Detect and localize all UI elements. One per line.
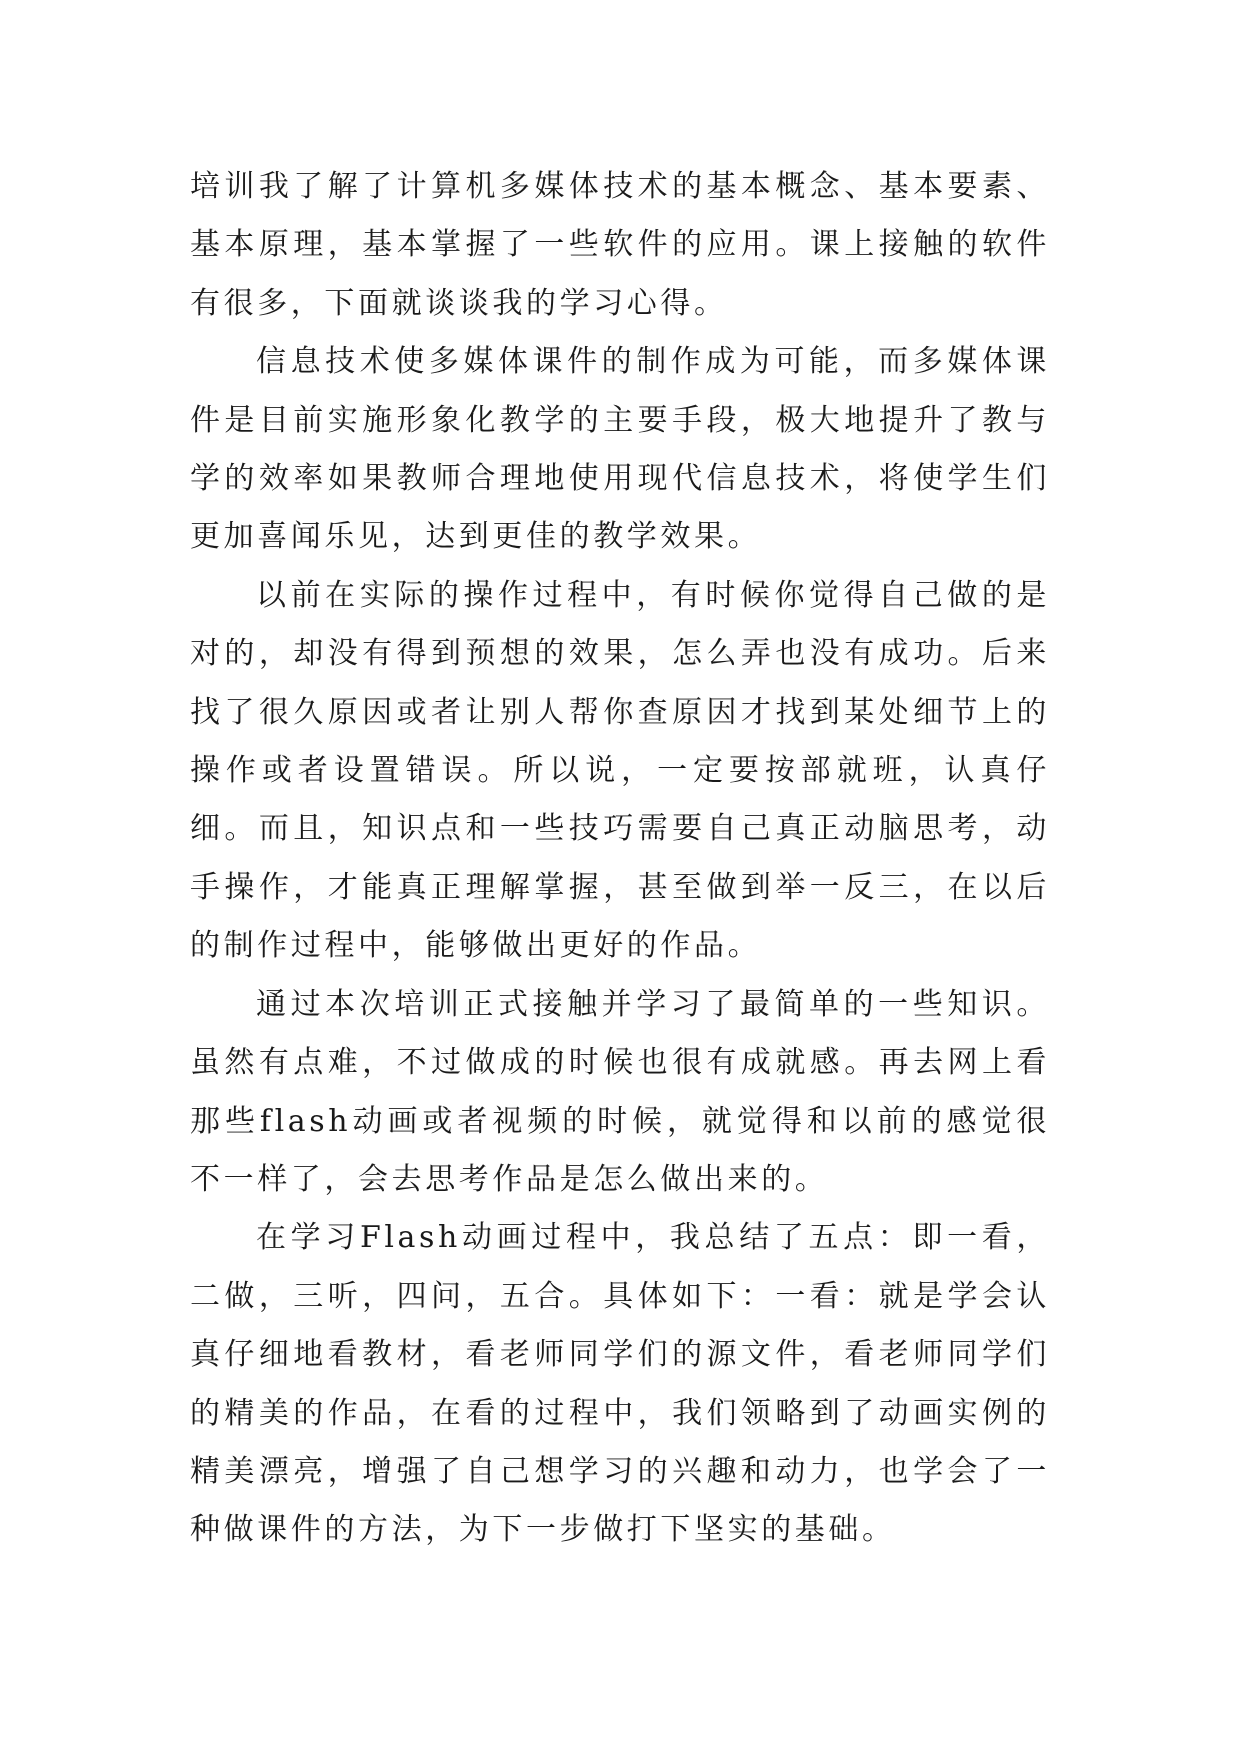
paragraph-5: 在学习Flash动画过程中，我总结了五点：即一看，二做，三听，四问，五合。具体如下：一看：就是学会认真仔细地看教材，看老师同学们的源文件，看老师同学们的精美的作品，在看的过程中，我们领略到了动画实例的精美漂亮，增强了自己想学习的兴趣和动力，也学会了一种做课件的方法，为下一步做打下坚实的基础。: [190, 1220, 1050, 1548]
document-body: [190, 158, 1050, 1560]
paragraph-2: 信息技术使多媒体课件的制作成为可能，而多媒体课件是目前实施形象化教学的主要手段，极大地提升了教与学的效率如果教师合理地使用现代信息技术，将使学生们更加喜闻乐见，达到更佳的教学效果。: [190, 344, 1050, 555]
paragraph-4: 通过本次培训正式接触并学习了最简单的一些知识。虽然有点难，不过做成的时候也很有成就感。再去网上看那些flash动画或者视频的时候，就觉得和以前的感觉很不一样了，会去思考作品是怎么做出来的。: [190, 986, 1050, 1197]
paragraph-3: 以前在实际的操作过程中，有时候你觉得自己做的是对的，却没有得到预想的效果，怎么弄也没有成功。后来找了很久原因或者让别人帮你查原因才找到某处细节上的操作或者设置错误。所以说，一定要按部就班，认真仔细。而且，知识点和一些技巧需要自己真正动脑思考，动手操作，才能真正理解掌握，甚至做到举一反三，在以后的制作过程中，能够做出更好的作品。: [190, 577, 1050, 964]
paragraph-1: 培训我了解了计算机多媒体技术的基本概念、基本要素、基本原理，基本掌握了一些软件的应用。课上接触的软件有很多，下面就谈谈我的学习心得。: [190, 169, 1050, 321]
